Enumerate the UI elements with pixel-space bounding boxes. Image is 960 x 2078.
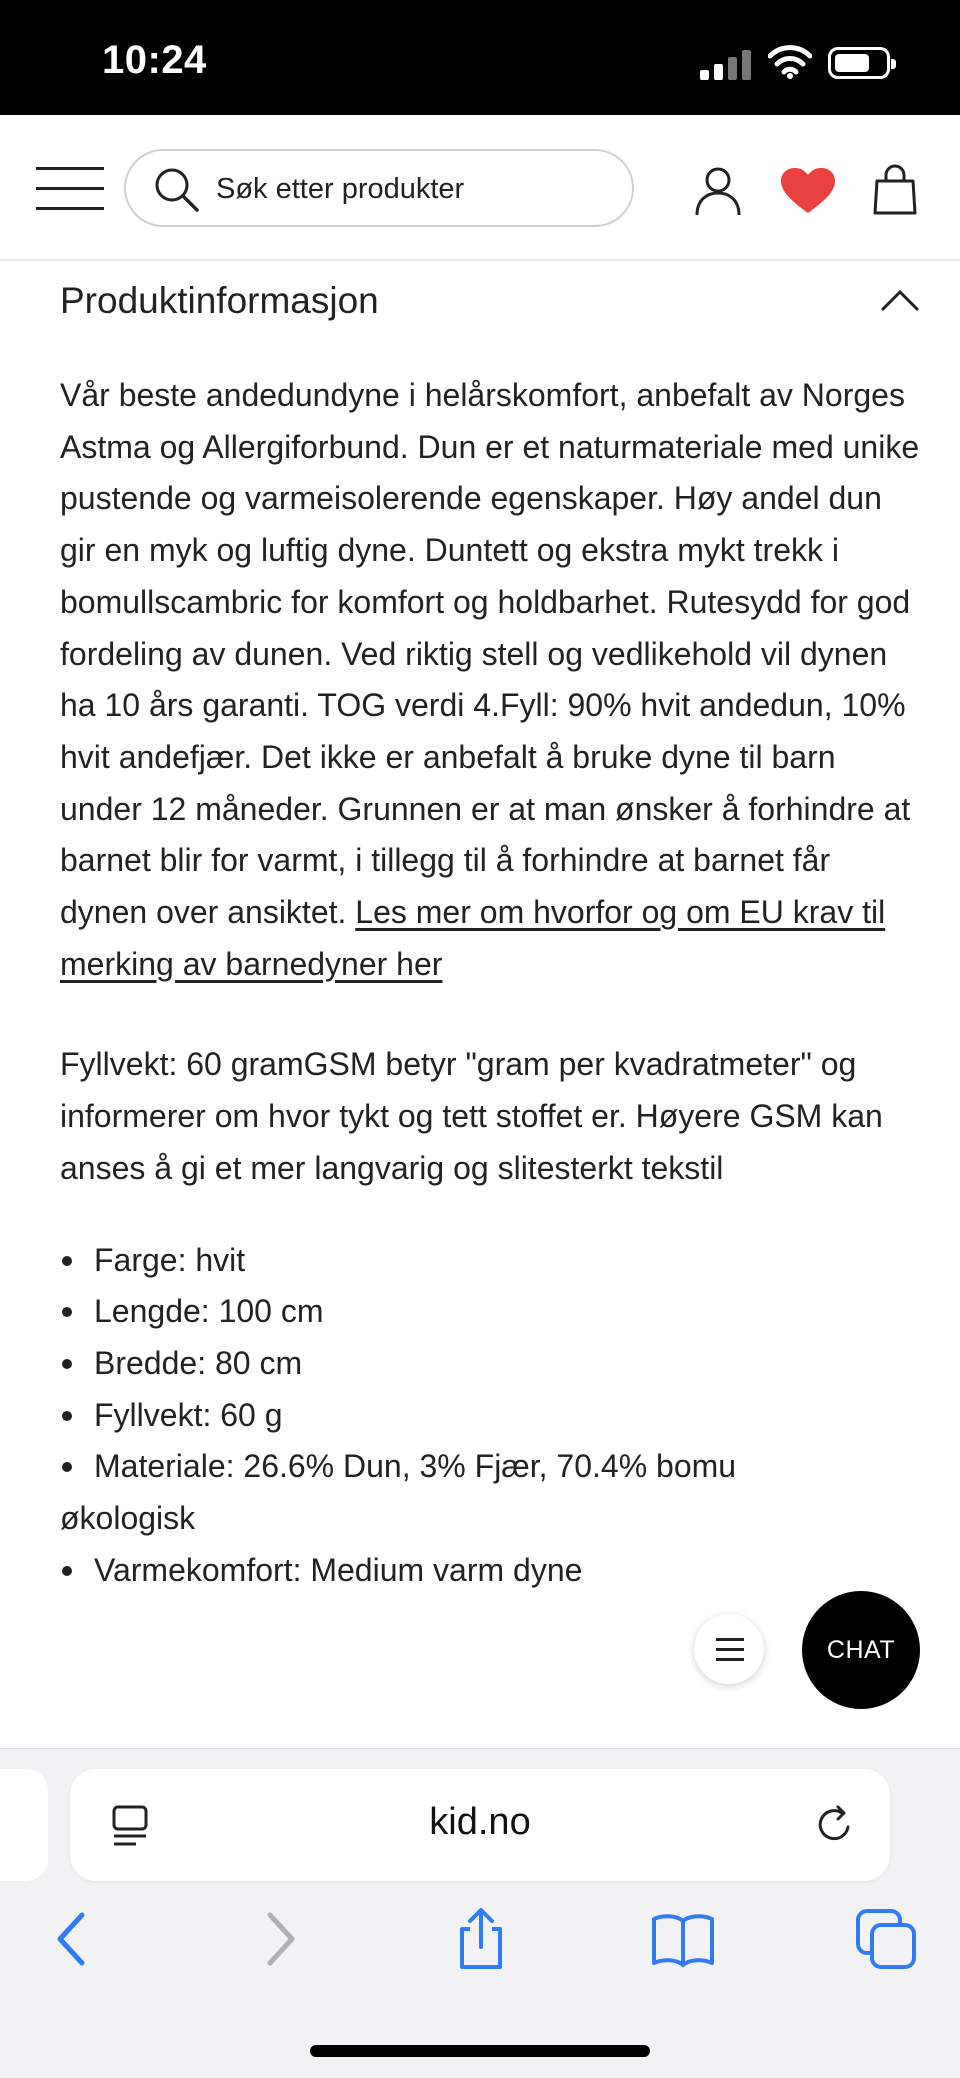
site-header xyxy=(0,115,960,261)
tabs-icon[interactable] xyxy=(854,1907,920,1971)
spec-item: Farge: hvit xyxy=(60,1235,920,1287)
battery-icon xyxy=(828,47,890,79)
eu-labeling-link[interactable]: Les mer om hvorfor og om EU krav til merking av barnedyner her xyxy=(60,894,886,982)
address-bar[interactable] xyxy=(70,1769,890,1881)
product-info-accordion-header[interactable] xyxy=(60,262,920,342)
wifi-icon xyxy=(768,44,812,80)
reload-icon[interactable] xyxy=(812,1803,856,1847)
back-icon[interactable] xyxy=(40,1907,106,1971)
hamburger-menu-icon[interactable] xyxy=(36,167,104,211)
home-indicator xyxy=(310,2045,650,2057)
search-box[interactable] xyxy=(124,149,634,227)
search-input[interactable] xyxy=(214,161,618,217)
status-bar xyxy=(0,0,960,115)
spec-item: Bredde: 80 cm xyxy=(60,1338,920,1390)
chevron-up-icon[interactable] xyxy=(880,288,920,312)
account-icon[interactable] xyxy=(694,165,742,217)
gsm-description: Fyllvekt: 60 gramGSM betyr "gram per kvadratmeter" og informerer om hvor tykt og tett stoffet er. Høyere GSM kan anses å gi et mer langvarig og slitesterkt tekstil xyxy=(60,1046,883,1186)
spec-material: Materiale: 26.6% Dun, 3% Fjær, 70.4% bomu xyxy=(94,1448,737,1485)
heart-icon[interactable] xyxy=(780,167,836,215)
spec-material-continued: økologisk xyxy=(60,1500,196,1537)
share-icon[interactable] xyxy=(448,1907,514,1971)
product-info-content xyxy=(60,370,920,1596)
cellular-signal-icon xyxy=(700,48,752,80)
section-title: Produktinformasjon xyxy=(60,280,379,321)
description-text: Vår beste andedundyne i helårskomfort, anbefalt av Norges Astma og Allergiforbund. Dun er et naturmateriale med unike pustende og varmeisolerende egenskaper. Høy andel dun gir en myk og luftig dyne. Duntett og ekstra mykt trekk i bomullscambric for komfort og holdbarhet. Rutesydd for god fordeling av dunen. Ved riktig stell og vedlikehold vil dynen ha 10 års garanti. TOG verdi 4.Fyll: 90% hvit andedun, 10% hvit andefjær. Det ikke er anbefalt å bruke dyne til barn under 12 måneder. Grunnen er at man ønsker å forhindre at barnet blir for varmt, i tillegg til å forhindre at barnet får dynen over ansiktet. xyxy=(60,377,920,931)
search-icon xyxy=(152,165,202,215)
spec-item xyxy=(60,1441,920,1544)
chat-button[interactable]: CHAT xyxy=(802,1591,920,1709)
spec-item: Lengde: 100 cm xyxy=(60,1286,920,1338)
spec-list xyxy=(60,1235,920,1597)
spec-item: Varmekomfort: Medium varm dyne xyxy=(60,1545,920,1597)
previous-tab-peek[interactable] xyxy=(0,1769,48,1881)
product-description xyxy=(60,370,920,990)
status-time: 10:24 xyxy=(102,38,207,82)
forward-icon[interactable] xyxy=(246,1907,312,1971)
shopping-bag-icon[interactable] xyxy=(872,163,918,217)
floating-menu-button[interactable] xyxy=(694,1614,764,1684)
browser-toolbar xyxy=(0,1748,960,2078)
bookmarks-icon[interactable] xyxy=(650,1907,716,1971)
url-text[interactable]: kid.no xyxy=(429,1801,531,1843)
spec-item: Fyllvekt: 60 g xyxy=(60,1390,920,1442)
